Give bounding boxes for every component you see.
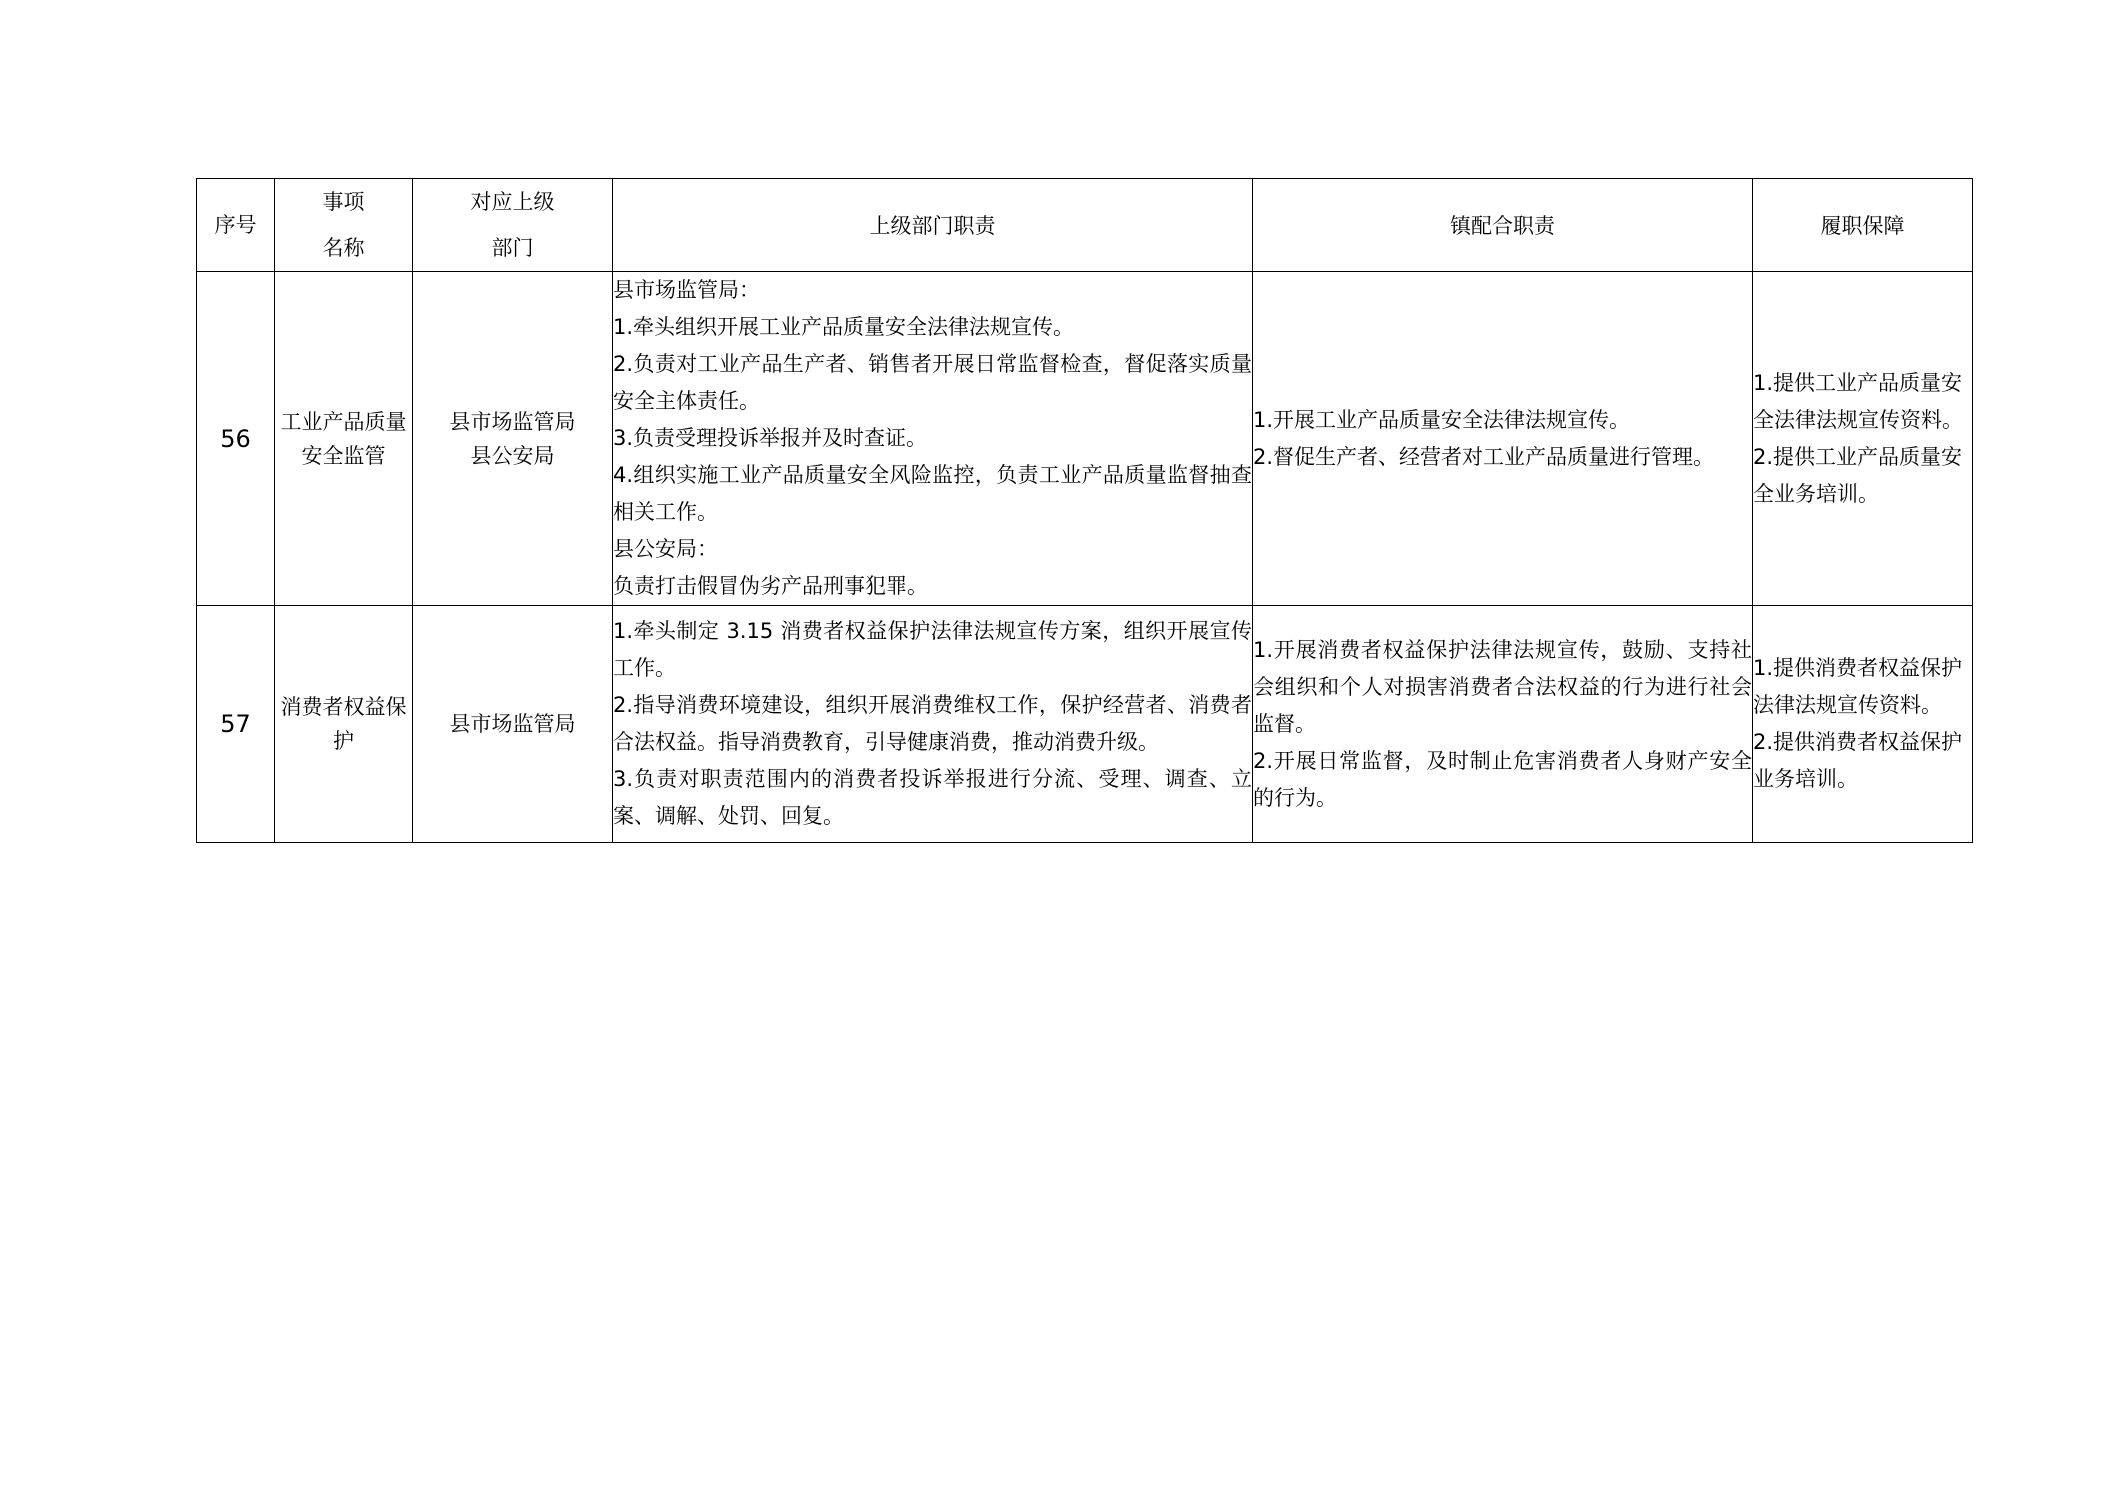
row-guarantee: 1.提供工业产品质量安全法律法规宣传资料。 2.提供工业产品质量安全业务培训。 [1753,272,1973,606]
table-header-name-line1: 事项 [322,190,365,214]
table-header-name [275,179,413,272]
table-header-upper-dept-line2: 部门 [491,236,534,260]
table-header-seq-line1: 序号 [214,213,257,237]
row-upper-dept: 县市场监管局 县公安局 [413,272,613,606]
table-header-seq [197,179,275,272]
table-row [197,272,1973,606]
table-header-upper-dept-line1: 对应上级 [470,190,555,214]
table-header-upper-dept [413,179,613,272]
table-header-town-duty: 镇配合职责 [1253,179,1753,272]
row-upper-dept: 县市场监管局 [413,606,613,843]
row-seq: 56 [197,272,275,606]
row-name: 消费者权益保护 [275,606,413,843]
row-town-duty: 1.开展消费者权益保护法律法规宣传，鼓励、支持社会组织和个人对损害消费者合法权益的行为进行社会监督。 2.开展日常监督，及时制止危害消费者人身财产安全的行为。 [1253,606,1753,843]
row-upper-duty: 县市场监管局： 1.牵头组织开展工业产品质量安全法律法规宣传。 2.负责对工业产品生产者、销售者开展日常监督检查，督促落实质量安全主体责任。 3.负责受理投诉举报并及时查证。 4.组织实施工业产品质量安全风险监控，负责工业产品质量监督抽查相关工作。 县公安局： 负责打击假冒伪劣产品刑事犯罪。 [613,272,1253,606]
row-seq: 57 [197,606,275,843]
table-header-row [197,179,1973,272]
table-header-name-line2: 名称 [322,236,365,260]
row-upper-duty: 1.牵头制定 3.15 消费者权益保护法律法规宣传方案，组织开展宣传工作。 2.指导消费环境建设，组织开展消费维权工作，保护经营者、消费者合法权益。指导消费教育，引导健康消费，推动消费升级。 3.负责对职责范围内的消费者投诉举报进行分流、受理、调查、立案、调解、处罚、回复。 [613,606,1253,843]
responsibility-table-container [196,178,1963,843]
table-header-guarantee: 履职保障 [1753,179,1973,272]
responsibility-table [196,178,1973,843]
row-town-duty: 1.开展工业产品质量安全法律法规宣传。 2.督促生产者、经营者对工业产品质量进行管理。 [1253,272,1753,606]
table-row [197,606,1973,843]
row-name: 工业产品质量安全监管 [275,272,413,606]
row-guarantee: 1.提供消费者权益保护法律法规宣传资料。 2.提供消费者权益保护业务培训。 [1753,606,1973,843]
table-header-upper-duty: 上级部门职责 [613,179,1253,272]
